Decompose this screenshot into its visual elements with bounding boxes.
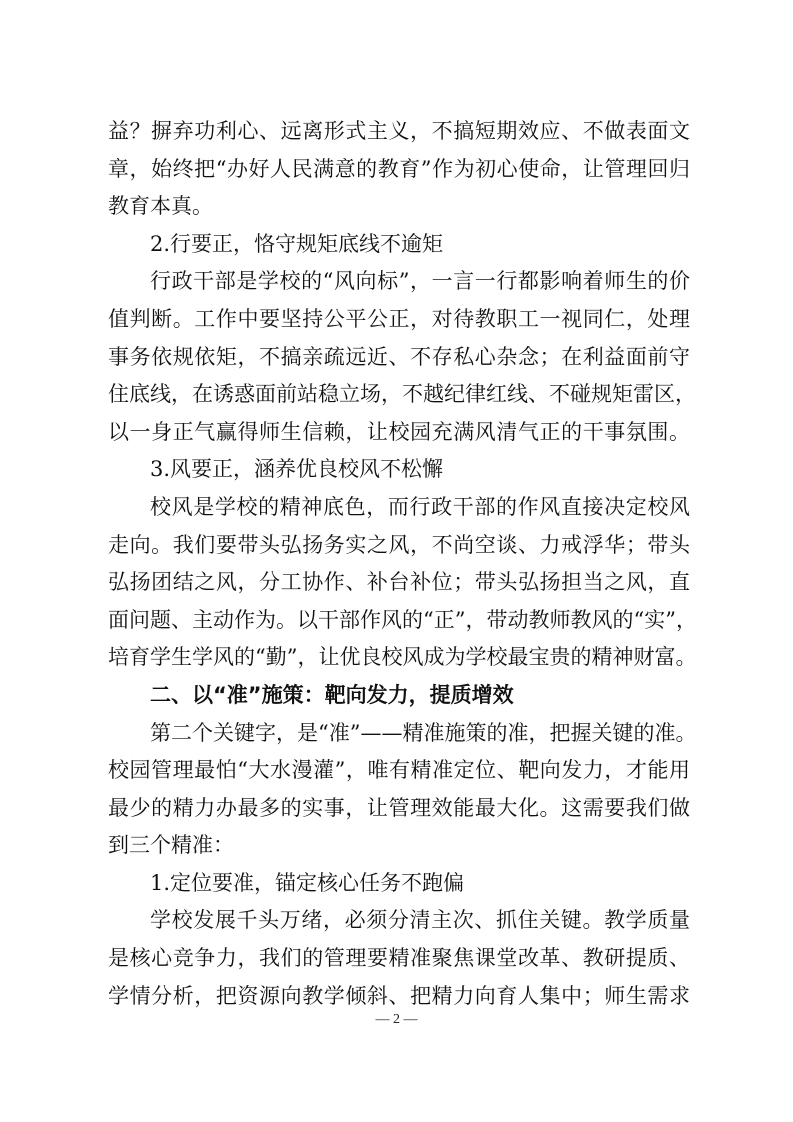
text-line: 校风是学校的精神底色，而行政干部的作风直接决定校风 (150, 494, 690, 519)
text-line: 行政干部是学校的“风向标”，一言一行都影响着师生的价 (150, 269, 690, 294)
text-line: 学情分析，把资源向教学倾斜、把精力向育人集中；师生需求 (108, 983, 690, 1008)
text-line: 住底线，在诱惑面前站稳立场，不越纪律红线、不碰规矩雷区， (108, 382, 696, 407)
subheading: 3.风要正，涵养优良校风不松懈 (150, 457, 444, 482)
text-line: 弘扬团结之风，分工协作、补台补位；带头弘扬担当之风，直 (108, 570, 690, 595)
subheading: 2.行要正，恪守规矩底线不逾矩 (150, 231, 444, 256)
text-line: 事务依规依矩，不搞亲疏远近、不存私心杂念；在利益面前守 (108, 344, 690, 369)
text-line: 是核心竞争力，我们的管理要精准聚焦课堂改革、教研提质、 (108, 946, 690, 971)
section-heading: 二、以“准”施策：靶向发力，提质增效 (150, 682, 514, 707)
page-number: — 2 — (375, 1012, 418, 1027)
document-page (108, 113, 697, 1015)
subheading: 1.定位要准，锚定核心任务不跑偏 (150, 870, 465, 895)
text-line: 学校发展千头万绪，必须分清主次、抓住关键。教学质量 (150, 908, 690, 933)
text-line: 以一身正气赢得师生信赖，让校园充满风清气正的干事氛围。 (108, 419, 690, 444)
text-line: 面问题、主动作为。以干部作风的“正”，带动教师教风的“实”， (108, 607, 697, 632)
text-line: 校园管理最怕“大水漫灌”，唯有精准定位、靶向发力，才能用 (108, 758, 690, 783)
text-line: 益？摒弃功利心、远离形式主义，不搞短期效应、不做表面文 (108, 119, 690, 143)
text-line: 教育本真。 (108, 194, 213, 219)
text-line: 到三个精准： (108, 833, 234, 858)
text-line: 第二个关键字，是“准”——精准施策的准，把握关键的准。 (150, 720, 697, 745)
text-line: 值判断。工作中要坚持公平公正，对待教职工一视同仁，处理 (108, 306, 690, 331)
text-line: 章，始终把“办好人民满意的教育”作为初心使命，让管理回归 (108, 156, 690, 181)
text-line: 走向。我们要带头弘扬务实之风，不尚空谈、力戒浮华；带头 (108, 532, 690, 557)
text-line: 最少的精力办最多的实事，让管理效能最大化。这需要我们做 (108, 795, 690, 820)
text-line: 培育学生学风的“勤”，让优良校风成为学校最宝贵的精神财富。 (108, 645, 697, 670)
